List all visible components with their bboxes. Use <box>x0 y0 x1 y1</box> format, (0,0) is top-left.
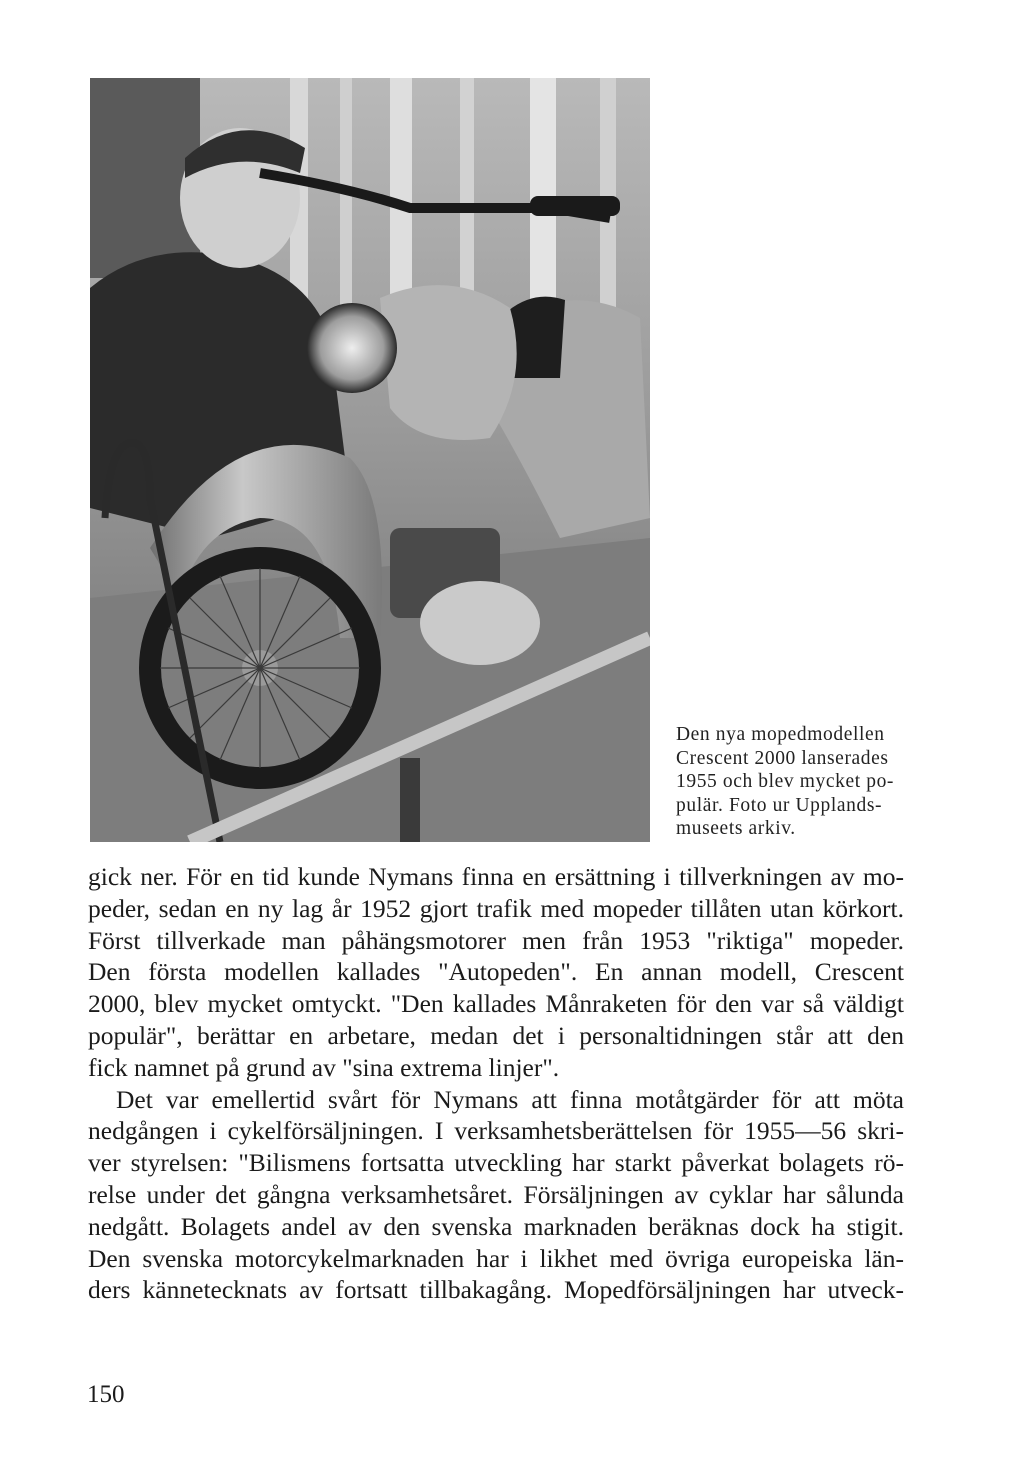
text-line: relse under det gångna verksamhetsåret. Försäljningen av cyklar har sålunda <box>88 1179 904 1209</box>
text-line: Den svenska motorcykelmarknaden har i likhet med övriga europeiska län- <box>88 1243 904 1273</box>
text-line: ders kännetecknats av fortsatt tillbakagång. Mopedförsäljningen har utveck- <box>88 1275 904 1305</box>
text-line: 2000, blev mycket omtyckt. "Den kallades Månraketen för den var så väldigt <box>88 989 904 1019</box>
text-line: gick ner. För en tid kunde Nymans finna en ersättning i tillverkningen av mo- <box>88 862 904 891</box>
text-line: populär", berättar en arbetare, medan det i personaltidningen står att den <box>88 1020 904 1050</box>
body-text <box>88 861 904 1306</box>
text-line: ver styrelsen: "Bilismens fortsatta utveckling har starkt påverkat bolagets rö- <box>88 1148 904 1178</box>
caption-line: Den nya mopedmodellen <box>676 724 885 745</box>
text-line: Den första modellen kallades "Autopeden". En annan modell, Crescent <box>88 957 904 987</box>
text-line: nedgången i cykelförsäljningen. I verksamhetsberättelsen för 1955—56 skri- <box>88 1116 904 1146</box>
text-line: peder, sedan en ny lag år 1952 gjort trafik med mopeder tillåten utan körkort. <box>88 893 904 923</box>
moped-photo-icon <box>90 78 650 842</box>
photo-caption <box>676 723 916 841</box>
paragraph-2 <box>88 1084 904 1307</box>
caption-line: pulär. Foto ur Upplands- <box>676 794 883 816</box>
paragraph-1 <box>88 861 904 1084</box>
text-line: Det var emellertid svårt för Nymans att finna motåtgärder för att möta <box>116 1084 904 1114</box>
page-number: 150 <box>87 1381 125 1408</box>
caption-line: 1955 och blev mycket po- <box>676 771 895 793</box>
moped-photo <box>90 78 650 842</box>
text-line: fick namnet på grund av "sina extrema linjer". <box>88 1052 560 1082</box>
text-line: nedgått. Bolagets andel av den svenska marknaden beräknas dock ha stigit. <box>88 1211 904 1241</box>
caption-line: Crescent 2000 lanserades <box>676 747 889 769</box>
text-line: Först tillverkade man påhängsmotorer men från 1953 "riktiga" mopeder. <box>88 925 904 955</box>
caption-line: museets arkiv. <box>676 818 796 840</box>
